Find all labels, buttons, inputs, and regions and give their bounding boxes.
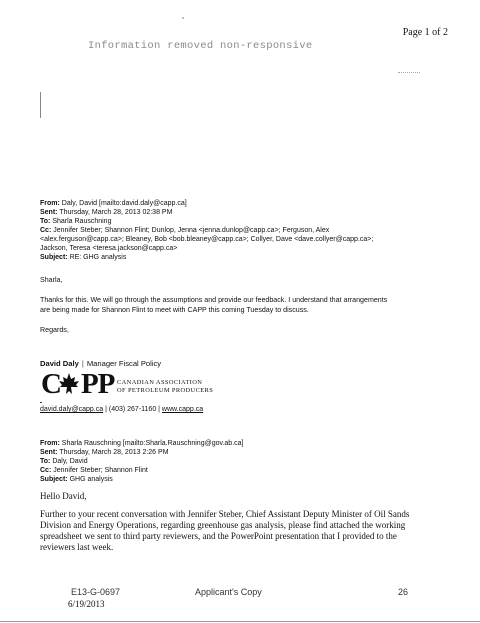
- to-label: To:: [40, 218, 51, 225]
- email2-para-line4: reviewers last week.: [40, 542, 114, 552]
- logo-caption-line2: OF PETROLEUM PRODUCERS: [117, 387, 214, 394]
- signature-contact: [40, 406, 203, 413]
- email2-paragraph: [40, 509, 460, 553]
- cc-value: Jennifer Steber; Shannon Flint: [51, 467, 148, 474]
- logo-caption-line1: CANADIAN ASSOCIATION: [117, 379, 203, 386]
- sent-label: Sent:: [40, 449, 58, 456]
- email1-body-line2: are being made for Shannon Flint to meet with CAPP this coming Tuesday to discuss.: [40, 306, 309, 314]
- footer-doc-code: E13-G-0697: [71, 587, 121, 597]
- footer-copy-label: Applicant's Copy: [195, 587, 262, 597]
- email1-to: [40, 217, 111, 226]
- email2-greeting: Hello David,: [40, 491, 87, 501]
- email1-body-line1: Thanks for this. We will go through the assumptions and provide our feedback. I understand that arrangements: [40, 296, 388, 304]
- email2-to: [40, 457, 88, 466]
- email1-cc: [40, 226, 329, 235]
- from-value: Daly, David [mailto:david.daly@capp.ca]: [59, 200, 187, 207]
- email2-cc: [40, 466, 148, 475]
- from-label: From:: [40, 200, 60, 207]
- redaction-notice: Information removed non-responsive: [88, 40, 313, 52]
- cc-label: Cc:: [40, 227, 52, 234]
- subject-value: GHG analysis: [67, 476, 113, 483]
- subject-value: RE: GHG analysis: [67, 254, 127, 261]
- email2-sent: [40, 448, 169, 457]
- email1-greeting: Sharla,: [40, 276, 63, 284]
- email1-from: [40, 199, 187, 208]
- sent-value: Thursday, March 28, 2013 2:26 PM: [57, 449, 169, 456]
- logo-caption: [117, 379, 213, 395]
- email2-from: [40, 439, 243, 448]
- capp-logo: [41, 369, 261, 399]
- to-value: Daly, David: [50, 458, 88, 465]
- footer-date: 6/19/2013: [68, 599, 105, 609]
- scan-mark: [182, 17, 184, 19]
- margin-mark: [40, 92, 41, 118]
- maple-leaf-icon: [58, 372, 80, 396]
- signature-name: David Daly: [40, 359, 79, 368]
- signature-email-link[interactable]: david.daly@capp.ca: [40, 406, 104, 413]
- sent-label: Sent:: [40, 209, 58, 216]
- email1-closing: Regards,: [40, 326, 69, 334]
- email2-subject: [40, 475, 113, 484]
- footer-page-number: 26: [398, 587, 409, 597]
- signature-separator: |: [81, 359, 84, 368]
- page-bottom-edge: [0, 621, 480, 622]
- scan-dash: [40, 402, 42, 403]
- subject-label: Subject:: [40, 254, 68, 261]
- email1-sent: [40, 208, 172, 217]
- subject-label: Subject:: [40, 476, 68, 483]
- to-label: To:: [40, 458, 51, 465]
- scan-smudge: [398, 72, 420, 73]
- email1-cc-line3: Jackson, Teresa <teresa.jackson@capp.ca>: [40, 245, 178, 252]
- email2-para-line3: spreadsheet we sent to third party reviewers, and the PowerPoint presentation that I provided to the: [40, 531, 397, 541]
- from-value: Sharla Rauschning [mailto:Sharla.Rauschning@gov.ab.ca]: [59, 440, 244, 447]
- cc-value-line1: Jennifer Steber; Shannon Flint; Dunlop, Jenna <jenna.dunlop@capp.ca>; Ferguson, Alex: [51, 227, 330, 234]
- page-label: Page 1 of 2: [402, 27, 448, 38]
- signature-phone: | (403) 267-1160 |: [103, 406, 162, 413]
- email2-para-line2: Division and Energy Operations, regarding greenhouse gas analysis, please find attached the working: [40, 520, 406, 530]
- email1-subject: [40, 253, 126, 262]
- from-label: From:: [40, 440, 60, 447]
- cc-label: Cc:: [40, 467, 52, 474]
- email1-cc-line2: <alex.ferguson@capp.ca>; Bleaney, Bob <bob.bleaney@capp.ca>; Collyer, Dave <dave.collyer@capp.ca>;: [40, 236, 374, 243]
- to-value: Sharla Rauschning: [50, 218, 112, 225]
- signature-title: Manager Fiscal Policy: [86, 359, 162, 368]
- email2-para-line1: Further to your recent conversation with Jennifer Steber, Chief Assistant Deputy Minister of Oil Sands: [40, 509, 410, 519]
- signature-website-link[interactable]: www.capp.ca: [161, 406, 204, 413]
- logo-wordmark: C PP: [41, 368, 115, 400]
- signature-line: [40, 359, 161, 368]
- sent-value: Thursday, March 28, 2013 02:38 PM: [57, 209, 173, 216]
